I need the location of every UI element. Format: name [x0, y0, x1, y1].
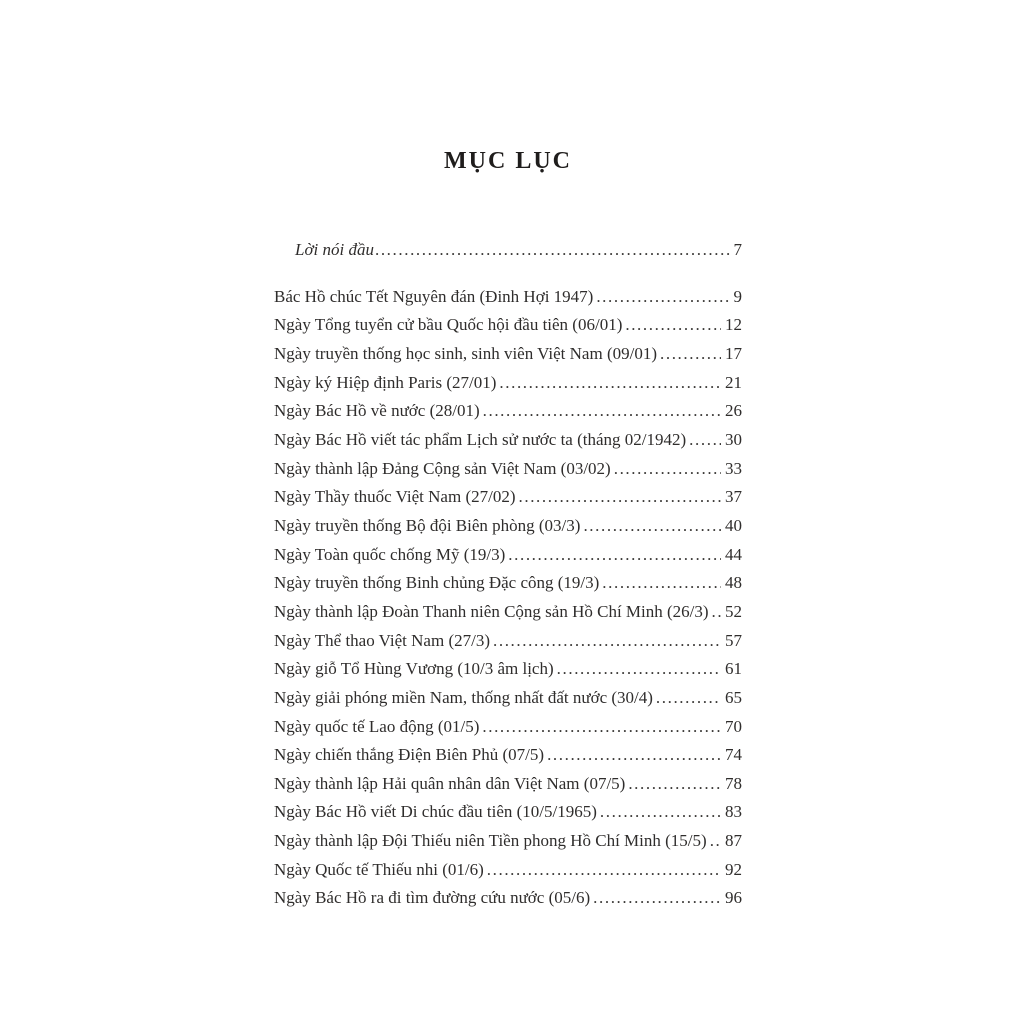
dot-leader [557, 655, 721, 684]
dot-leader [487, 856, 721, 885]
toc-entry-page: 17 [725, 343, 742, 363]
toc-entry-page: 83 [725, 802, 742, 822]
toc-entry-page: 30 [725, 429, 742, 449]
toc-entry-label: Ngày giỗ Tổ Hùng Vương (10/3 âm lịch) [274, 659, 554, 679]
toc-entry-label: Ngày ký Hiệp định Paris (27/01) [274, 372, 497, 392]
toc-entry-label: Ngày quốc tế Lao động (01/5) [274, 716, 480, 736]
toc-entry-label: Ngày Bác Hồ viết Di chúc đầu tiên (10/5/1965) [274, 802, 597, 822]
toc-entry-page: 74 [725, 745, 742, 765]
toc-entry-label: Ngày Bác Hồ về nước (28/01) [274, 401, 480, 421]
page-title: MỤC LỤC [444, 148, 572, 174]
toc-entry [274, 455, 742, 484]
toc-entry [274, 397, 742, 426]
toc-entry [274, 798, 742, 827]
toc-entry-label: Ngày truyền thống học sinh, sinh viên Việt Nam (09/01) [274, 343, 657, 363]
toc-entry [274, 541, 742, 570]
toc-entry [274, 483, 742, 512]
dot-leader [712, 598, 721, 627]
toc-entry-page: 61 [725, 659, 742, 679]
toc-entry [274, 512, 742, 541]
toc-entry-label: Ngày truyền thống Binh chủng Đặc công (19/3) [274, 573, 600, 593]
dot-leader [689, 426, 721, 455]
dot-leader [596, 283, 729, 312]
toc-entry-page: 52 [725, 601, 742, 621]
dot-leader [508, 541, 721, 570]
toc-entry-label: Ngày chiến thắng Điện Biên Phủ (07/5) [274, 745, 545, 765]
toc-entry [274, 569, 742, 598]
toc-entry [274, 741, 742, 770]
dot-leader [483, 397, 721, 426]
toc-entry [274, 426, 742, 455]
toc-entry-page: 33 [725, 458, 742, 478]
toc-entry-page: 57 [725, 630, 742, 650]
dot-leader [375, 236, 733, 265]
dot-leader [482, 713, 721, 742]
toc-entry-page: 96 [725, 888, 742, 908]
dot-leader [547, 741, 721, 770]
toc-entry-label: Ngày Thể thao Việt Nam (27/3) [274, 630, 490, 650]
toc-entry [274, 655, 742, 684]
dot-leader [628, 770, 721, 799]
toc-entry-label: Ngày Thầy thuốc Việt Nam (27/02) [274, 487, 516, 507]
toc-entry [274, 884, 742, 913]
toc-entry-page: 37 [725, 487, 742, 507]
toc-entry-page: 26 [725, 401, 742, 421]
dot-leader [583, 512, 721, 541]
toc-entry [274, 627, 742, 656]
dot-leader [519, 483, 722, 512]
dot-leader [600, 798, 721, 827]
dot-leader [625, 311, 721, 340]
dot-leader [602, 569, 721, 598]
toc-entry-label: Ngày truyền thống Bộ đội Biên phòng (03/3) [274, 515, 581, 535]
toc-entry-page: 92 [725, 859, 742, 879]
toc-entry-page: 40 [725, 515, 742, 535]
toc-entry-label: Ngày Bác Hồ viết tác phẩm Lịch sử nước ta (tháng 02/1942) [274, 429, 687, 449]
toc-entry [274, 598, 742, 627]
toc-entry [274, 311, 742, 340]
dot-leader [499, 369, 721, 398]
toc-entry-page: 78 [725, 773, 742, 793]
toc-entry-page: 7 [733, 240, 742, 259]
toc-entry-label: Bác Hồ chúc Tết Nguyên đán (Đinh Hợi 1947) [274, 286, 594, 306]
toc-entry-label: Ngày thành lập Hải quân nhân dân Việt Nam (07/5) [274, 773, 626, 793]
toc-entry [274, 713, 742, 742]
toc-entry-label: Ngày Quốc tế Thiếu nhi (01/6) [274, 859, 484, 879]
toc-entry-page: 44 [725, 544, 742, 564]
dot-leader [614, 455, 721, 484]
toc-entry [274, 369, 742, 398]
dot-leader [660, 340, 721, 369]
toc-entry-page: 65 [725, 687, 742, 707]
toc-list [274, 283, 742, 913]
toc-entry-preface [274, 236, 742, 265]
toc-entry-page: 9 [733, 286, 742, 306]
toc-entry [274, 827, 742, 856]
toc-entry [274, 283, 742, 312]
dot-leader [656, 684, 721, 713]
dot-leader [593, 884, 721, 913]
toc-entry-label: Lời nói đầu [295, 240, 374, 259]
toc-entry [274, 856, 742, 885]
toc-entry-page: 87 [725, 831, 742, 851]
toc-entry [274, 340, 742, 369]
toc-entry-label: Ngày thành lập Đoàn Thanh niên Cộng sản Hồ Chí Minh (26/3) [274, 601, 709, 621]
dot-leader [710, 827, 721, 856]
toc-entry-label: Ngày giải phóng miền Nam, thống nhất đất nước (30/4) [274, 687, 653, 707]
toc-entry [274, 770, 742, 799]
toc-entry-label: Ngày Bác Hồ ra đi tìm đường cứu nước (05/6) [274, 888, 591, 908]
toc-entry-page: 70 [725, 716, 742, 736]
toc-entry-label: Ngày Toàn quốc chống Mỹ (19/3) [274, 544, 506, 564]
toc-entry-label: Ngày Tổng tuyển cử bầu Quốc hội đầu tiên (06/01) [274, 315, 623, 335]
toc-entry-page: 48 [725, 573, 742, 593]
toc-page [274, 0, 742, 913]
dot-leader [493, 627, 721, 656]
toc-entry-page: 12 [725, 315, 742, 335]
toc-entry [274, 684, 742, 713]
toc-entry-label: Ngày thành lập Đội Thiếu niên Tiền phong Hồ Chí Minh (15/5) [274, 831, 707, 851]
toc-entry-label: Ngày thành lập Đảng Cộng sản Việt Nam (03/02) [274, 458, 611, 478]
toc-entry-page: 21 [725, 372, 742, 392]
